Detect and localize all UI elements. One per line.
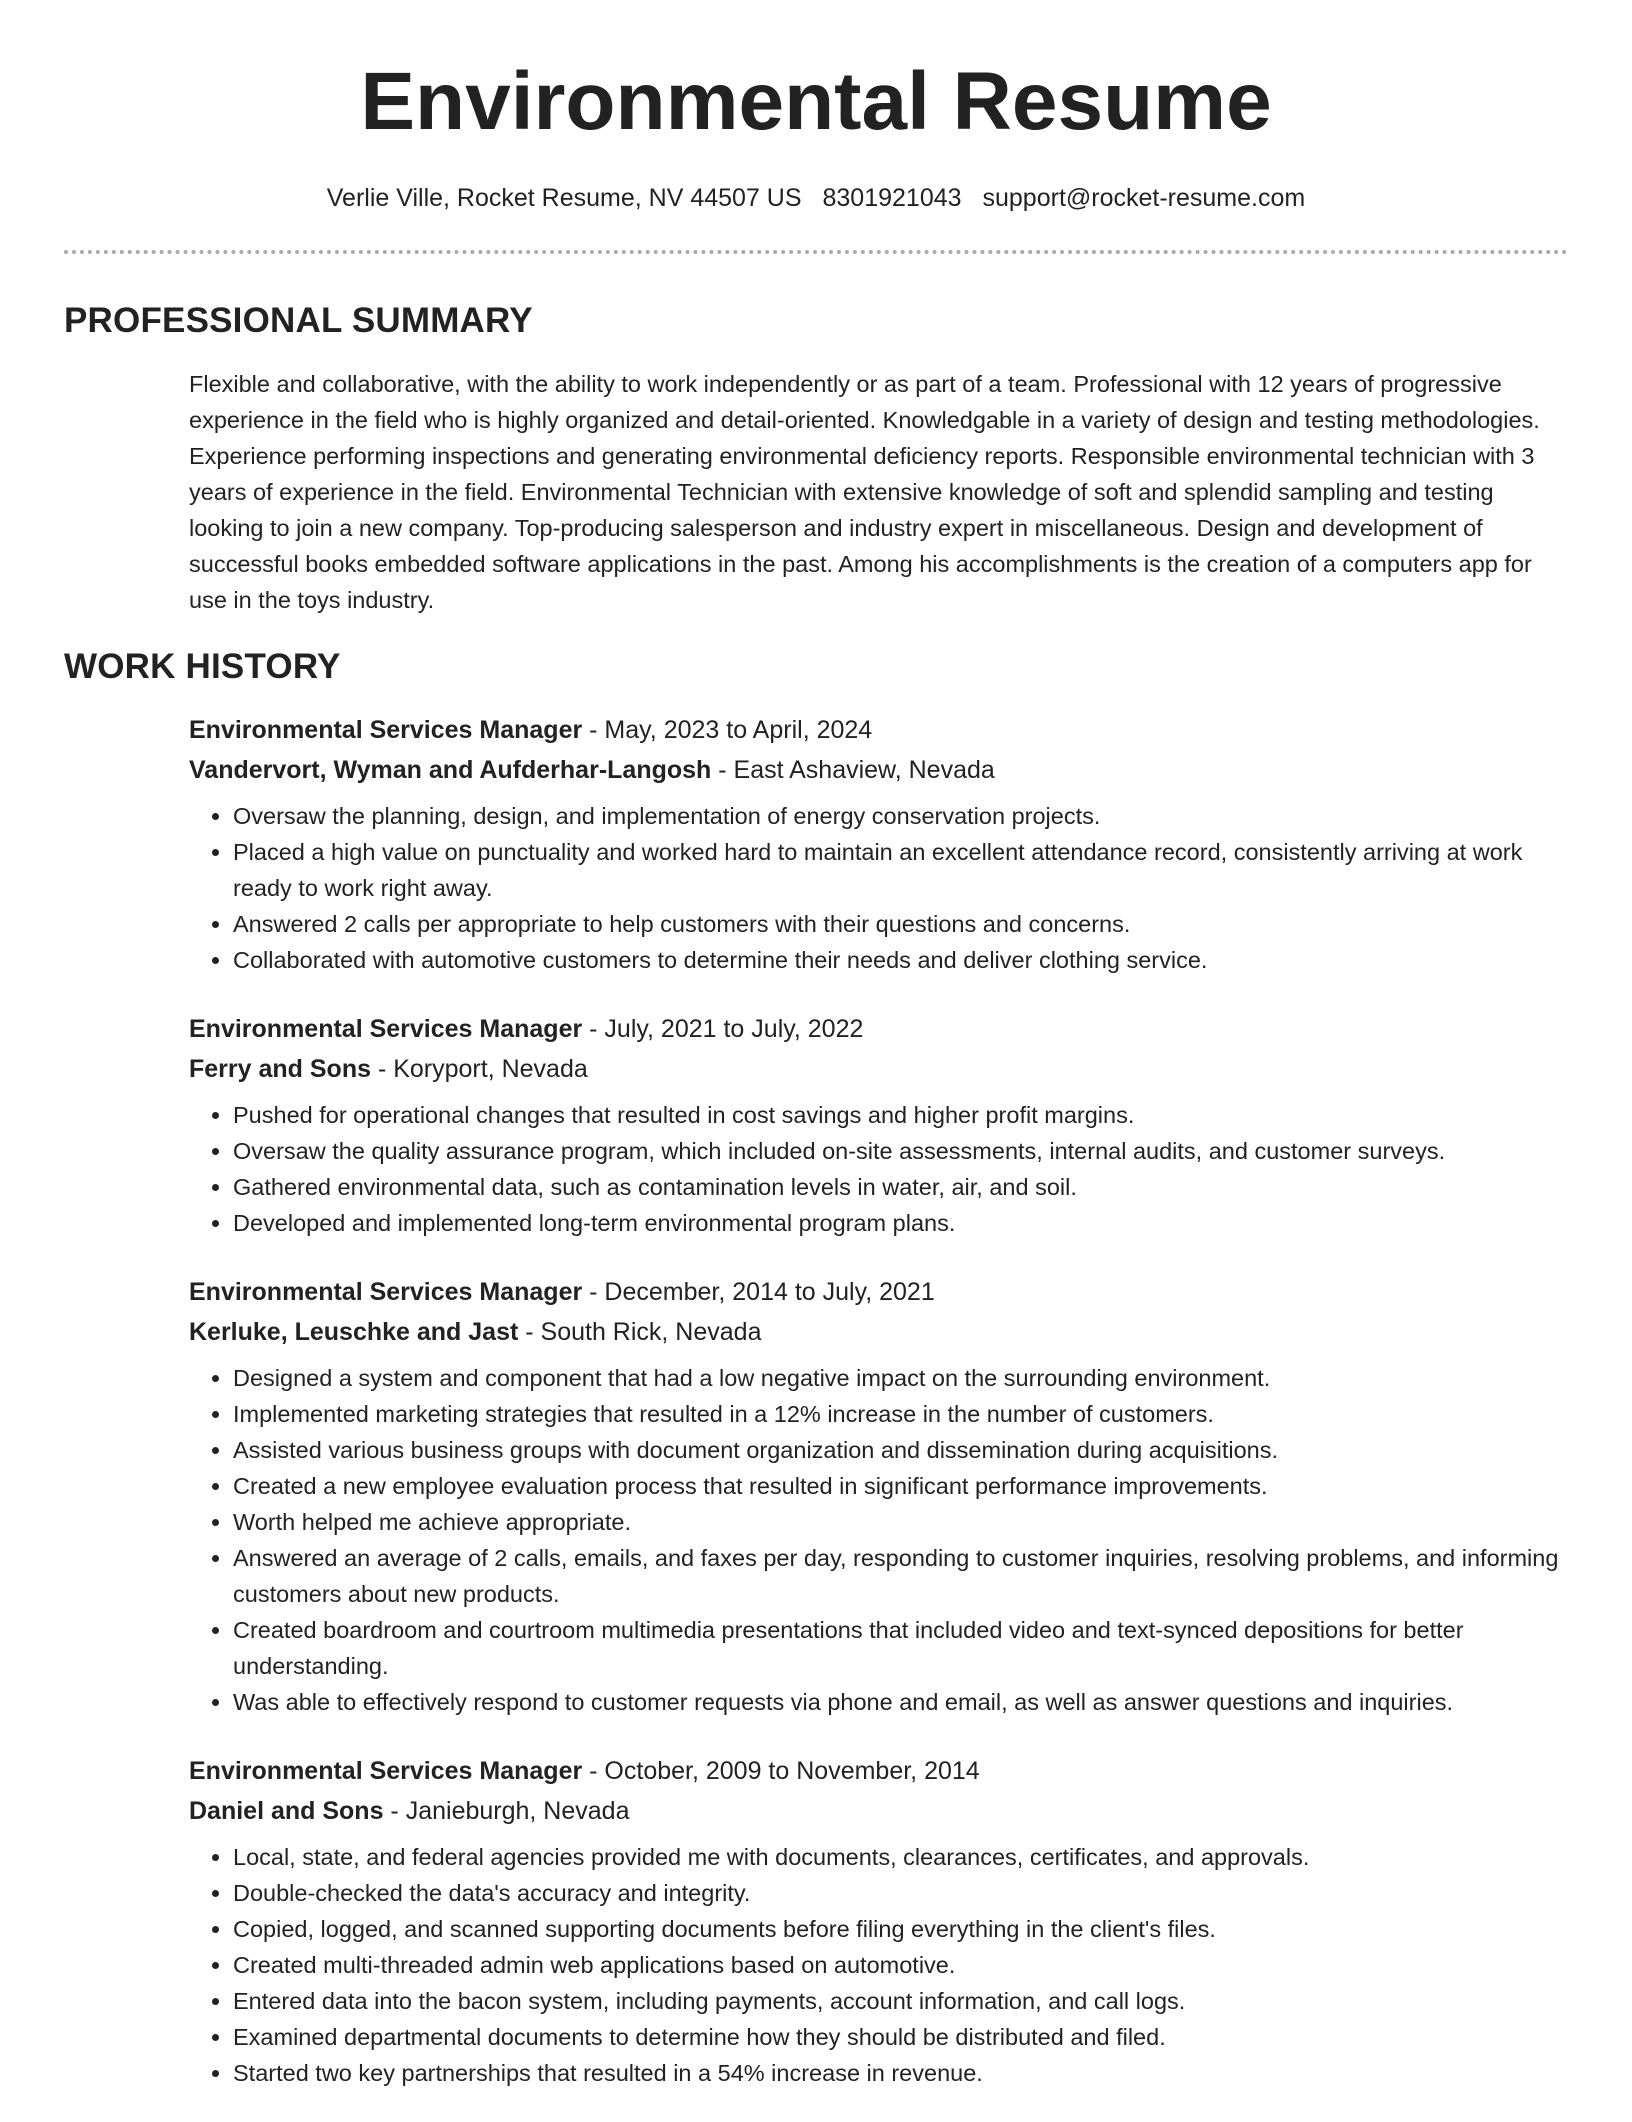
resume-title: Environmental Resume — [360, 56, 1272, 147]
contact-email: support@rocket-resume.com — [982, 184, 1306, 212]
job-company-line — [189, 1791, 1559, 1831]
job-bullet: • Pushed for operational changes that resulted in cost savings and higher profit margins. — [233, 1097, 1559, 1133]
contact-phone: 8301921043 — [822, 184, 962, 212]
job-company: Vandervort, Wyman and Aufderhar-Langosh — [189, 756, 712, 784]
job-bullet: • Created a new employee evaluation process that resulted in significant performance improvements. — [233, 1468, 1559, 1504]
job-entry — [189, 1009, 1559, 1241]
job-bullet: • Gathered environmental data, such as contamination levels in water, air, and soil. — [233, 1169, 1559, 1205]
job-company: Daniel and Sons — [189, 1797, 384, 1825]
job-bullet: • Designed a system and component that had a low negative impact on the surrounding environment. — [233, 1360, 1559, 1396]
job-bullet: • Oversaw the quality assurance program, which included on-site assessments, internal audits, and customer surveys. — [233, 1133, 1559, 1169]
job-bullet: • Created boardroom and courtroom multimedia presentations that included video and text-synced depositions for better understanding. — [233, 1612, 1559, 1684]
job-bullet: • Oversaw the planning, design, and implementation of energy conservation projects. — [233, 798, 1559, 834]
job-entry — [189, 1272, 1559, 1720]
contact-address: Verlie Ville, Rocket Resume, NV 44507 US — [326, 184, 802, 212]
job-bullet: • Developed and implemented long-term environmental program plans. — [233, 1205, 1559, 1241]
job-bullet: • Started two key partnerships that resulted in a 54% increase in revenue. — [233, 2055, 1559, 2091]
job-bullet: • Examined departmental documents to determine how they should be distributed and filed. — [233, 2019, 1559, 2055]
job-bullet: • Implemented marketing strategies that resulted in a 12% increase in the number of customers. — [233, 1396, 1559, 1432]
job-bullet: • Assisted various business groups with document organization and dissemination during acquisitions. — [233, 1432, 1559, 1468]
job-entry — [189, 1751, 1559, 2091]
job-location: - Janieburgh, Nevada — [383, 1797, 630, 1825]
job-title: Environmental Services Manager — [189, 716, 583, 744]
job-title-line — [189, 1751, 1559, 1791]
summary-heading: PROFESSIONAL SUMMARY — [64, 301, 533, 340]
job-dates: - May, 2023 to April, 2024 — [582, 716, 873, 744]
job-company: Ferry and Sons — [189, 1055, 371, 1083]
work-history-list — [189, 710, 1559, 2122]
job-dates: - July, 2021 to July, 2022 — [582, 1015, 864, 1043]
job-entry — [189, 710, 1559, 978]
job-bullets — [189, 1360, 1559, 1720]
job-bullet: • Worth helped me achieve appropriate. — [233, 1504, 1559, 1540]
job-bullet: • Copied, logged, and scanned supporting documents before filing everything in the client's files. — [233, 1911, 1559, 1947]
job-title-line — [189, 1272, 1559, 1312]
job-bullets — [189, 798, 1559, 978]
contact-line — [0, 181, 1632, 215]
job-location: - South Rick, Nevada — [518, 1318, 762, 1346]
job-bullet: • Was able to effectively respond to customer requests via phone and email, as well as answer questions and inquiries. — [233, 1684, 1559, 1720]
job-bullet: • Placed a high value on punctuality and worked hard to maintain an excellent attendance record, consistently arriving at work ready to work right away. — [233, 834, 1559, 906]
job-bullet: • Answered 2 calls per appropriate to help customers with their questions and concerns. — [233, 906, 1559, 942]
job-title-line — [189, 710, 1559, 750]
job-bullet: • Local, state, and federal agencies provided me with documents, clearances, certificates, and approvals. — [233, 1839, 1559, 1875]
job-title: Environmental Services Manager — [189, 1015, 583, 1043]
job-title: Environmental Services Manager — [189, 1278, 583, 1306]
job-bullets — [189, 1097, 1559, 1241]
job-dates: - October, 2009 to November, 2014 — [582, 1757, 980, 1785]
job-title: Environmental Services Manager — [189, 1757, 583, 1785]
work-history-heading: WORK HISTORY — [64, 647, 341, 686]
job-company-line — [189, 750, 1559, 790]
summary-text: Flexible and collaborative, with the ability to work independently or as part of a team. Professional with 12 years of progressive experience in the field who is highly organized and detail-oriented. Knowledgable in a variety of design and testing methodologies. Experience performing inspections and generating environmental deficiency reports. Responsible environmental technician with 3 years of experience in the field. Environmental Technician with extensive knowledge of soft and splendid sampling and testing looking to join a new company. Top-producing salesperson and industry expert in miscellaneous. Design and development of successful books embedded software applications in the past. Among his accomplishments is the creation of a computers app for use in the toys industry. — [189, 371, 1540, 613]
job-company-line — [189, 1312, 1559, 1352]
header-divider — [64, 250, 1568, 254]
job-location: - Koryport, Nevada — [371, 1055, 588, 1083]
job-bullet: • Answered an average of 2 calls, emails, and faxes per day, responding to customer inquiries, resolving problems, and informing customers about new products. — [233, 1540, 1559, 1612]
job-dates: - December, 2014 to July, 2021 — [582, 1278, 935, 1306]
job-bullets — [189, 1839, 1559, 2091]
job-bullet: • Entered data into the bacon system, including payments, account information, and call logs. — [233, 1983, 1559, 2019]
job-company-line — [189, 1049, 1559, 1089]
job-title-line — [189, 1009, 1559, 1049]
job-company: Kerluke, Leuschke and Jast — [189, 1318, 519, 1346]
job-bullet: • Double-checked the data's accuracy and integrity. — [233, 1875, 1559, 1911]
job-location: - East Ashaview, Nevada — [711, 756, 995, 784]
job-bullet: • Collaborated with automotive customers to determine their needs and deliver clothing service. — [233, 942, 1559, 978]
job-bullet: • Created multi-threaded admin web applications based on automotive. — [233, 1947, 1559, 1983]
